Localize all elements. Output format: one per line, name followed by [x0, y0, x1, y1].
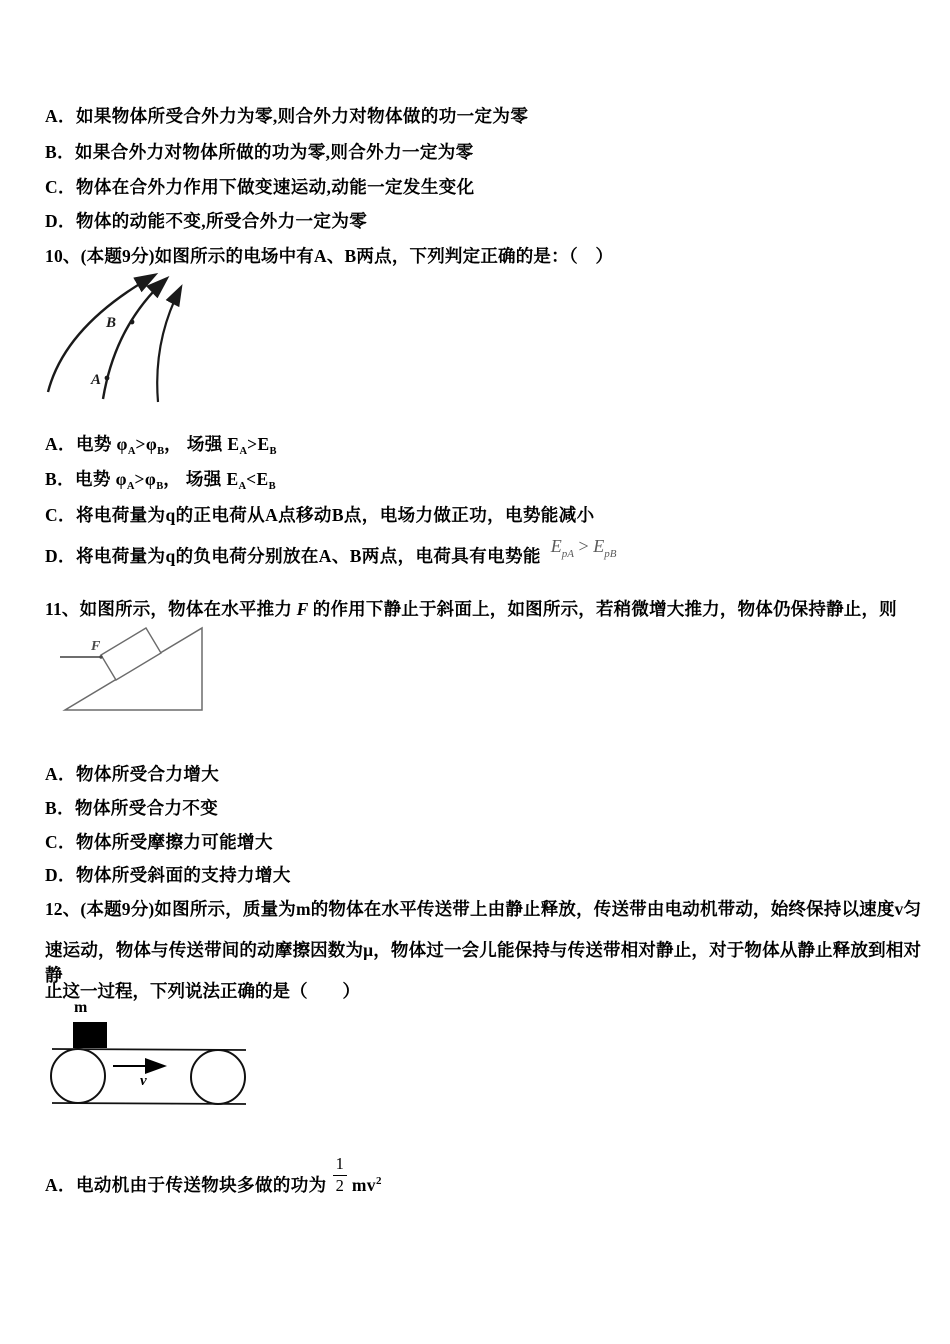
- subscript: A: [127, 446, 136, 457]
- option-letter: D．: [45, 546, 76, 566]
- option-text: 物体所受斜面的支持力增大: [75, 865, 291, 885]
- subscript: A: [126, 481, 135, 492]
- left-pulley: [51, 1049, 105, 1103]
- option-text: 电势 φ: [75, 434, 128, 454]
- q12-stem-line-1: 12、(本题9分)如图所示，质量为m的物体在水平传送带上由静止释放，传送带由电动机带动，始终保持以速度v匀: [45, 899, 921, 919]
- q12-option-a: [45, 1155, 382, 1197]
- q10-option-b: [45, 466, 276, 492]
- q9-option-d: [45, 208, 367, 233]
- electric-field-figure: [35, 266, 195, 416]
- q10-option-d: [45, 536, 617, 570]
- block-on-incline: [101, 628, 161, 680]
- option-text: >φ: [134, 469, 157, 489]
- option-text: 如果合外力对物体所做的功为零,则合外力一定为零: [75, 142, 474, 162]
- option-letter: A．: [45, 764, 76, 784]
- q11-option-d: [45, 862, 291, 887]
- q11-option-b: [45, 795, 218, 820]
- option-text: >E: [247, 434, 270, 454]
- q11-stem: 11、如图所示，物体在水平推力 F 的作用下静止于斜面上，如图所示，若稍微增大推力，物体仍保持静止，则: [45, 599, 897, 619]
- field-line-right: [157, 289, 180, 402]
- one-half-fraction: $\frac{1}{2}$: [333, 1155, 347, 1196]
- belt-top-line: [52, 1049, 246, 1050]
- option-text: >φ: [135, 434, 158, 454]
- force-symbol: F: [292, 599, 313, 619]
- speed-v-label: v: [140, 1073, 147, 1089]
- option-text: 物体所受合力增大: [75, 764, 220, 784]
- option-text: <E: [246, 469, 269, 489]
- option-letter: A．: [45, 106, 76, 126]
- q10-option-a: [45, 431, 277, 457]
- force-f-label: F: [91, 639, 101, 654]
- point-b-label: B: [105, 315, 116, 331]
- subscript: B: [268, 481, 276, 492]
- option-letter: D．: [45, 865, 76, 885]
- option-text: 物体所受摩擦力可能增大: [75, 832, 273, 852]
- q11-option-c: [45, 829, 273, 854]
- option-letter: B．: [45, 142, 75, 162]
- point-a-dot: [105, 376, 110, 381]
- option-text: 物体所受合力不变: [75, 798, 219, 818]
- q9-option-b: [45, 139, 474, 164]
- option-letter: C．: [45, 177, 76, 197]
- option-letter: A．: [45, 1174, 76, 1195]
- option-text: 如果物体所受合外力为零,则合外力对物体做的功一定为零: [75, 106, 529, 126]
- q9-option-c: [45, 174, 475, 199]
- q10-stem: 10、(本题9分)如图所示的电场中有A、B两点，下列判定正确的是：（ ）: [45, 246, 614, 266]
- right-pulley: [191, 1050, 245, 1104]
- block-on-belt: [73, 1022, 107, 1048]
- point-a-label: A: [90, 372, 101, 388]
- q12-stem-line-3: 止这一过程，下列说法正确的是（ ）: [45, 981, 360, 1001]
- option-text: 将电荷量为q的正电荷从A点移动B点，电场力做正功，电势能减小: [75, 505, 595, 525]
- q11-option-a: [45, 761, 219, 786]
- q12-stem-line-2: 速运动，物体与传送带间的动摩擦因数为μ，物体过一会儿能保持与传送带相对静止，对于物体从静止释放到相对静: [45, 940, 921, 985]
- option-text: 物体在合外力作用下做变速运动,动能一定发生变化: [75, 177, 475, 197]
- belt-bottom-line: [52, 1103, 246, 1104]
- option-letter: A．: [45, 434, 76, 454]
- conveyor-belt-figure: [45, 993, 260, 1118]
- force-contact-dot: [99, 655, 102, 658]
- option-text: 电势 φ: [75, 469, 127, 489]
- field-line-middle: [103, 280, 165, 399]
- option-letter: C．: [45, 832, 76, 852]
- option-letter: C．: [45, 505, 76, 525]
- q10-option-c: [45, 502, 595, 527]
- incline-figure: [55, 620, 210, 720]
- option-letter: B．: [45, 469, 75, 489]
- subscript: A: [239, 446, 248, 457]
- subscript: B: [157, 446, 165, 457]
- subscript: B: [156, 481, 164, 492]
- point-b-dot: [130, 320, 135, 325]
- option-text: 物体的动能不变,所受合外力一定为零: [75, 211, 368, 231]
- subscript: B: [269, 446, 277, 457]
- option-text: 电动机由于传送物块多做的功为: [75, 1174, 327, 1195]
- subscript: A: [238, 481, 247, 492]
- mass-m-label: m: [74, 999, 88, 1016]
- option-letter: D．: [45, 211, 76, 231]
- option-text: 将电荷量为q的负电荷分别放在A、B两点，电荷具有电势能: [75, 546, 541, 566]
- mv-squared: $mv^2$: [351, 1174, 382, 1195]
- option-text: ， 场强 E: [164, 434, 240, 454]
- epa-greater-epb-formula: $E_{pA} > E_{pB}$: [550, 536, 617, 560]
- q9-option-a: [45, 103, 528, 128]
- option-text: ， 场强 E: [163, 469, 239, 489]
- option-letter: B．: [45, 798, 75, 818]
